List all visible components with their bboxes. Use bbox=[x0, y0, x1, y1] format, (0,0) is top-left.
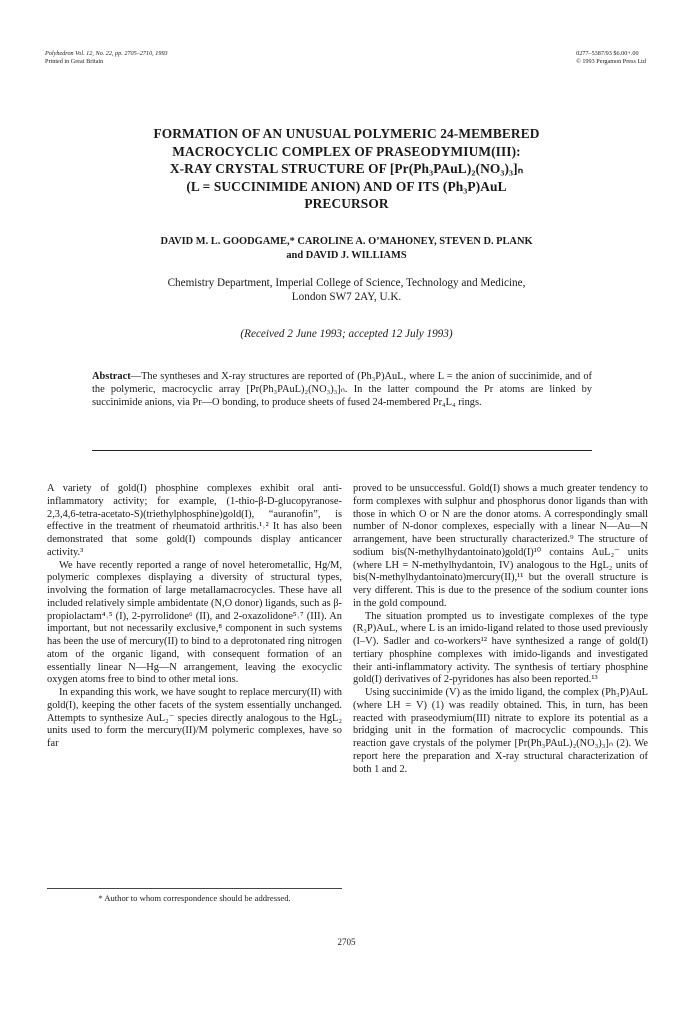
journal-header-right bbox=[576, 50, 646, 65]
title-line: PRECURSOR bbox=[304, 196, 389, 211]
paragraph: We have recently reported a range of novel heterometallic, Hg/M, polymeric complexes displaying a diversity of structural types, involving the formation of large metallamacrocycles. These have all included relatively simple ambidentate (N,O donor) ligands, such as β-propiolactam⁴˒⁵ (I), 2-pyrrolidone⁶ (II), and 2-oxazolidone⁵˒⁷ (III). An important, but not necessarily exclusive,⁸ component in such systems has been the use of mercury(II) to bind to a deprotonated ring nitrogen atom of the organic ligand, with consequent formation of an essentially linear N—Hg—N arrangement, leaving the exocyclic oxygen atoms free to bind to other metal ions. bbox=[47, 559, 342, 686]
footnote-divider bbox=[47, 888, 342, 889]
article-title bbox=[70, 125, 623, 213]
journal-citation: Polyhedron Vol. 12, No. 22, pp. 2705–2710, 1993 bbox=[45, 50, 168, 57]
title-line: (L = SUCCINIMIDE ANION) AND OF ITS (Ph₃P)AuL bbox=[186, 178, 507, 194]
body-column-left bbox=[47, 483, 342, 751]
body-column-right bbox=[353, 483, 648, 776]
paragraph: In expanding this work, we have sought to replace mercury(II) with gold(I), keeping the other facets of the system essentially unchanged. Attempts to synthesize AuL₂⁻ species directly analogous to the HgL₂ units used to form the mercury(II)/M polymeric complexes, have so far bbox=[47, 687, 342, 749]
abstract-divider bbox=[92, 450, 592, 451]
page-number: 2705 bbox=[337, 937, 356, 947]
paragraph: A variety of gold(I) phosphine complexes exhibit oral anti-inflammatory activity; for example, (1-thio-β-D-glucopyranose-2,3,4,6-tetra-acetato-S)(triethylphosphine)gold(I), “auranofin”, is effective in the treatment of rheumatoid arthritis.¹˒² It has also been demonstrated that some gold(I) compounds display anticancer activity.³ bbox=[47, 483, 342, 558]
paragraph: The situation prompted us to investigate complexes of the type (R₃P)AuL, where L is an imido-ligand related to those used previously (I–V). Sadler and co-workers¹² have synthesized a range of gold(I) tertiary phosphine complexes with imido-ligands and investigated their anti-inflammatory activity. The synthesis of tertiary phosphine gold(I) derivatives of 2-pyridones has also been reported.¹³ bbox=[353, 610, 648, 686]
title-line: X-RAY CRYSTAL STRUCTURE OF [Pr(Ph₃PAuL)₂(NO₃)₃]ₙ bbox=[169, 161, 524, 176]
affiliation-line: London SW7 2AY, U.K. bbox=[291, 291, 402, 304]
printed-location: Printed in Great Britain bbox=[45, 57, 104, 65]
title-line: MACROCYCLIC COMPLEX OF PRASEODYMIUM(III): bbox=[172, 143, 521, 159]
authors-line: DAVID M. L. GOODGAME,* CAROLINE A. O’MAHONEY, STEVEN D. PLANK bbox=[160, 236, 533, 247]
abstract-label: Abstract bbox=[92, 371, 131, 382]
paragraph: Using succinimide (V) as the imido ligand, the complex (Ph₃P)AuL (where LH = V) (1) was readily obtained. This, in turn, has been reacted with praseodymium(III) nitrate to explore its potential as a bridging unit in the formation of macrocyclic compounds. This reaction gave crystals of the polymer [Pr(Ph₃PAuL)₂(NO₃)₃]ₙ (2). We report here the preparation and X-ray structural characterization of both 1 and 2. bbox=[353, 687, 648, 775]
received-dates: (Received 2 June 1993; accepted 12 July 1993) bbox=[240, 328, 453, 340]
abstract-text: —The syntheses and X-ray structures are reported of (Ph₃P)AuL, where L = the anion of succinimide, and of the polymeric, macrocyclic array [Pr(Ph₃PAuL)₂(NO₃)₃]ₙ. In the latter compound the Pr atoms are linked by succinimide anions, via Pr—O bonding, to produce sheets of fused 24-membered Pr₄L₄ rings. bbox=[92, 371, 592, 408]
footnote: * Author to whom correspondence should be addressed. bbox=[98, 893, 291, 903]
copyright: © 1993 Pergamon Press Ltd bbox=[576, 57, 646, 65]
affiliation-line: Chemistry Department, Imperial College of Science, Technology and Medicine, bbox=[167, 277, 526, 289]
authors-line: and DAVID J. WILLIAMS bbox=[286, 249, 407, 261]
issn-price: 0277–5387/93 $6.00+.00 bbox=[576, 50, 639, 57]
author-list bbox=[60, 235, 633, 262]
journal-header-left bbox=[45, 50, 168, 65]
paragraph: proved to be unsuccessful. Gold(I) shows a much greater tendency to form complexes with sulphur and phosphorus donor ligands than with those in which O or N are the donor atoms. A correspondingly small number of N-donor complexes, especially with a linear N—Au—N arrangement, have been structurally characterized.⁹ The structure of sodium bis(N-methylhydantoinato)gold(I)¹⁰ contains AuL₂⁻ units (where LH = N-methylhydantoin, IV) analogous to the HgL₂ units of bis(N-methylhydantoinato)mercury(II),¹¹ but the overall structure is very different. This is due to the presence of the sodium counter ions in the gold compound. bbox=[353, 483, 648, 609]
abstract bbox=[92, 371, 592, 409]
affiliation bbox=[60, 276, 633, 304]
title-line: FORMATION OF AN UNUSUAL POLYMERIC 24-MEMBERED bbox=[153, 126, 540, 141]
